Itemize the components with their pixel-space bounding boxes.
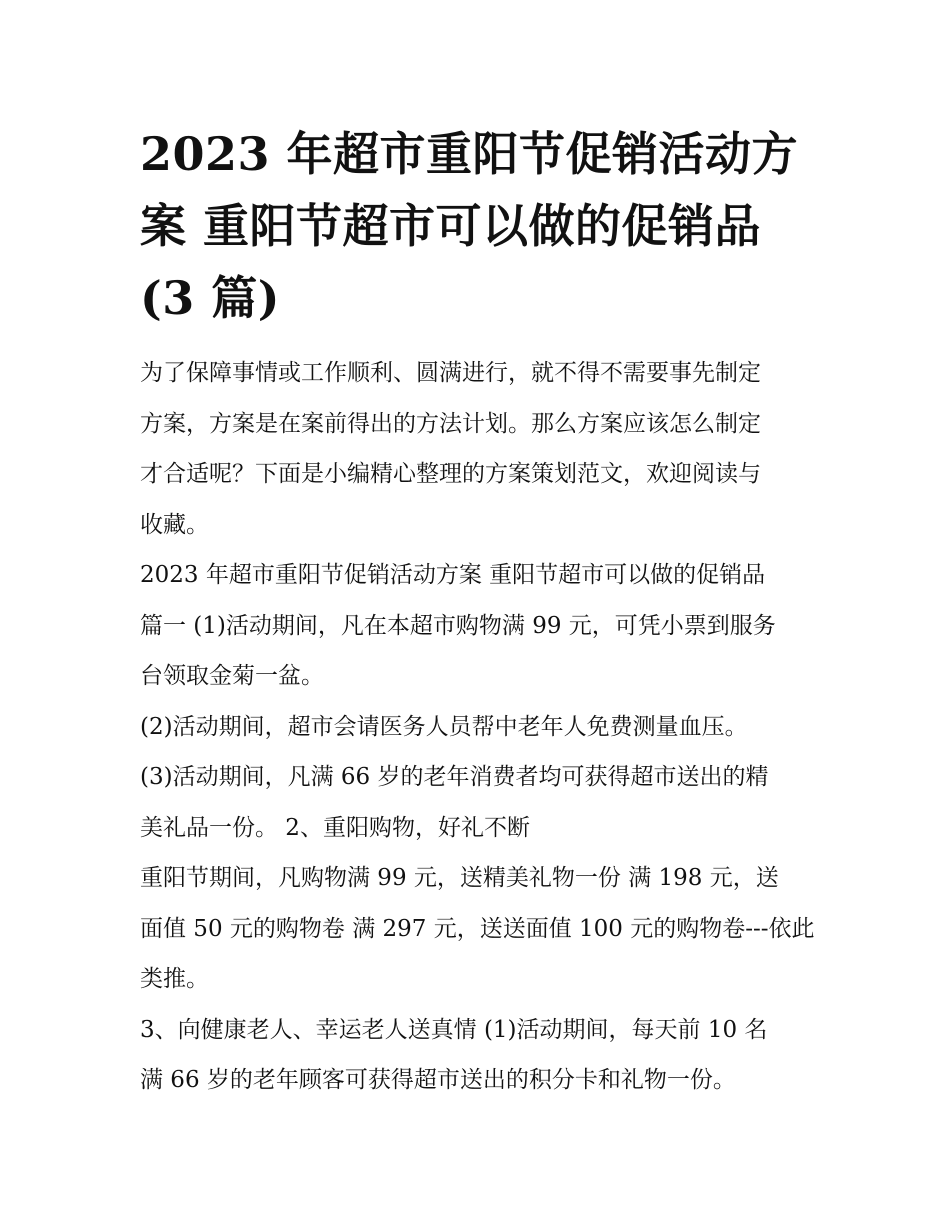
- text-line: 篇一 (1)活动期间，凡在本超市购物满 99 元，可凭小票到服务: [140, 612, 776, 639]
- text-line: 台领取金菊一盆。: [140, 663, 324, 689]
- text-line: 重阳节期间，凡购物满 99 元，送精美礼物一份 满 198 元，送: [140, 865, 779, 891]
- title-line: (3 篇): [140, 271, 281, 325]
- section-paragraph-5: [140, 1005, 815, 1106]
- text-line: 为了保障事情或工作顺利、圆满进行，就不得不需要事先制定: [140, 360, 761, 386]
- text-line: 面值 50 元的购物卷 满 297 元，送送面值 100 元的购物卷---依此: [140, 915, 815, 942]
- text-line: 方案，方案是在案前得出的方法计划。那么方案应该怎么制定: [140, 410, 761, 437]
- section-paragraph-4: [140, 853, 815, 1005]
- document-content: [140, 118, 815, 1106]
- text-line: (2)活动期间，超市会请医务人员帮中老年人免费测量血压。: [140, 713, 748, 740]
- text-line: 类推。: [140, 966, 209, 992]
- text-line: 3、向健康老人、幸运老人送真情 (1)活动期间，每天前 10 名: [140, 1016, 768, 1043]
- text-line: 2023 年超市重阳节促销活动方案 重阳节超市可以做的促销品: [140, 562, 766, 588]
- text-line: 满 66 岁的老年顾客可获得超市送出的积分卡和礼物一份。: [140, 1067, 736, 1093]
- text-line: 美礼品一份。 2、重阳购物，好礼不断: [140, 814, 530, 841]
- document-body: [140, 348, 815, 1106]
- title-line: 案 重阳节超市可以做的促销品: [140, 199, 762, 253]
- section-paragraph-2: [140, 702, 815, 753]
- text-line: 才合适呢？下面是小编精心整理的方案策划范文，欢迎阅读与: [140, 461, 761, 487]
- section-paragraph-3: [140, 752, 815, 853]
- title-line: 2023 年超市重阳节促销活动方: [140, 127, 799, 181]
- document-title: [140, 118, 815, 334]
- intro-paragraph: [140, 348, 815, 550]
- text-line: 收藏。: [140, 511, 209, 538]
- text-line: (3)活动期间，凡满 66 岁的老年消费者均可获得超市送出的精: [140, 764, 769, 790]
- section-paragraph-1: [140, 550, 815, 702]
